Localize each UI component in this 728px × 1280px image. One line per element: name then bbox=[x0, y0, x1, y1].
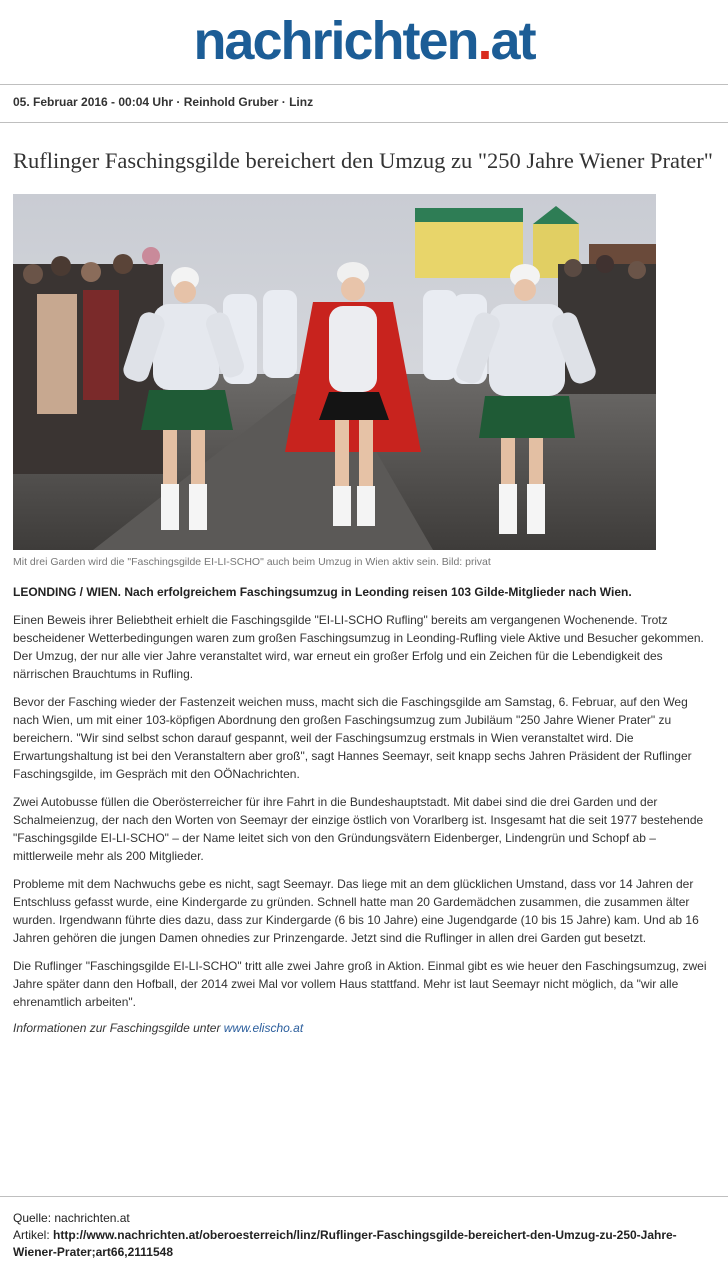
article-photo bbox=[13, 194, 656, 550]
article-paragraph-4: Probleme mit dem Nachwuchs gebe es nicht, sagt Seemayr. Das liege mit an dem glücklichen Umstand, dass vor 14 Jahren der Entschluss gefasst wurde, eine Kindergarde zu gründen. Schnell hatte man 20 Gardemädchen zusammen, die zusammen älter wurden. Irgendwann führte dies dazu, dass zur Kindergarde (6 bis 10 Jahre) eine Jugendgarde (10 bis 15 Jahre) kam. Und ab 16 Jahren gehören die jungen Damen ohnedies zur Prinzengarde. Jetzt sind die Ruflinger in allen drei Garden gut besetzt. bbox=[13, 877, 699, 945]
article-url-label: Artikel: bbox=[13, 1228, 50, 1242]
logo-dot: . bbox=[477, 11, 491, 71]
article-paragraph-1: Einen Beweis ihrer Beliebtheit erhielt die Faschingsgilde "EI-LI-SCHO Rufling" bereits am vergangenen Wochenende. Trotz bescheidener Wetterbedingungen waren zum großen Faschingsumzug in Leonding-Rufling viele Aktive und Besucher gekommen. Der Umzug, der nur alle vier Jahre veranstaltet wird, war erneut ein großer Erfolg und ein Zeichen für die Lebendigkeit des närrischen Brauchtums in Rufling. bbox=[13, 613, 704, 681]
logo-tld: at bbox=[490, 11, 535, 71]
info-line bbox=[13, 1021, 715, 1035]
info-website-link[interactable]: www.elischo.at bbox=[223, 1021, 304, 1035]
dateline: 05. Februar 2016 - 00:04 Uhr · Reinhold Gruber · Linz bbox=[0, 85, 728, 123]
logo-main: nachrichten bbox=[193, 11, 478, 71]
masthead bbox=[0, 0, 728, 85]
article-headline: Ruflinger Faschingsgilde bereichert den Umzug zu "250 Jahre Wiener Prater" bbox=[13, 148, 713, 173]
source-footer bbox=[0, 1196, 728, 1280]
article-url[interactable]: http://www.nachrichten.at/oberoesterreich/linz/Ruflinger-Faschingsgilde-bereichert-den-Umzug-zu-250-Jahre-Wiener-Prater;art66,2111548 bbox=[13, 1228, 677, 1259]
photo-caption: Mit drei Garden wird die "Faschingsgilde EI-LI-SCHO" auch beim Umzug in Wien aktiv sein. Bild: privat bbox=[13, 556, 491, 568]
source-value: nachrichten.at bbox=[54, 1211, 130, 1225]
source-label: Quelle: bbox=[13, 1211, 52, 1225]
article-paragraph-5: Die Ruflinger "Faschingsgilde EI-LI-SCHO" tritt alle zwei Jahre groß in Aktion. Einmal gibt es wie heuer den Faschingsumzug, zwei Jahre später dann den Hofball, der 2014 zwei Mal vor vollem Haus stattfand. Mehr ist laut Seemayr nicht möglich, da "wir alle ehrenamtlich arbeiten". bbox=[13, 959, 707, 1009]
parade-photo-illustration bbox=[13, 194, 656, 550]
article-paragraph-2: Bevor der Fasching wieder der Fastenzeit weichen muss, macht sich die Faschingsgilde am Samstag, 6. Februar, auf den Weg nach Wien, um mit einer 103-köpfigen Abordnung den großen Faschingsumzug zum Jubiläum "250 Jahre Wiener Prater" zu bereichern. "Wir sind selbst schon darauf gespannt, weil der Faschingsumzug erstmals in Wien veranstaltet wird. Die Erwartungshaltung ist bei den Veranstaltern aber groß", sagt Hannes Seemayr, seit knapp sechs Jahren Präsident der Ruflinger Faschingsgilde, im Gespräch mit den OÖNachrichten. bbox=[13, 695, 692, 781]
info-prefix: Informationen zur Faschingsgilde unter bbox=[13, 1021, 224, 1035]
site-logo[interactable] bbox=[193, 10, 534, 72]
source-block bbox=[13, 1210, 715, 1261]
article-lead: LEONDING / WIEN. Nach erfolgreichem Faschingsumzug in Leonding reisen 103 Gilde-Mitglieder nach Wien. bbox=[13, 585, 632, 599]
article-paragraph-3: Zwei Autobusse füllen die Oberösterreicher für ihre Fahrt in die Bundeshauptstadt. Mit dabei sind die drei Garden und der Schalmeienzug, der nach den Worten von Seemayr der einzige östlich von Vorarlberg ist. Insgesamt hat die seit 1977 bestehende "Faschingsgilde EI-LI-SCHO" – der Name leitet sich von den Gründungsvätern Eidenberger, Lindengrün und Schopf ab – mittlerweile mehr als 200 Mitglieder. bbox=[13, 795, 704, 863]
